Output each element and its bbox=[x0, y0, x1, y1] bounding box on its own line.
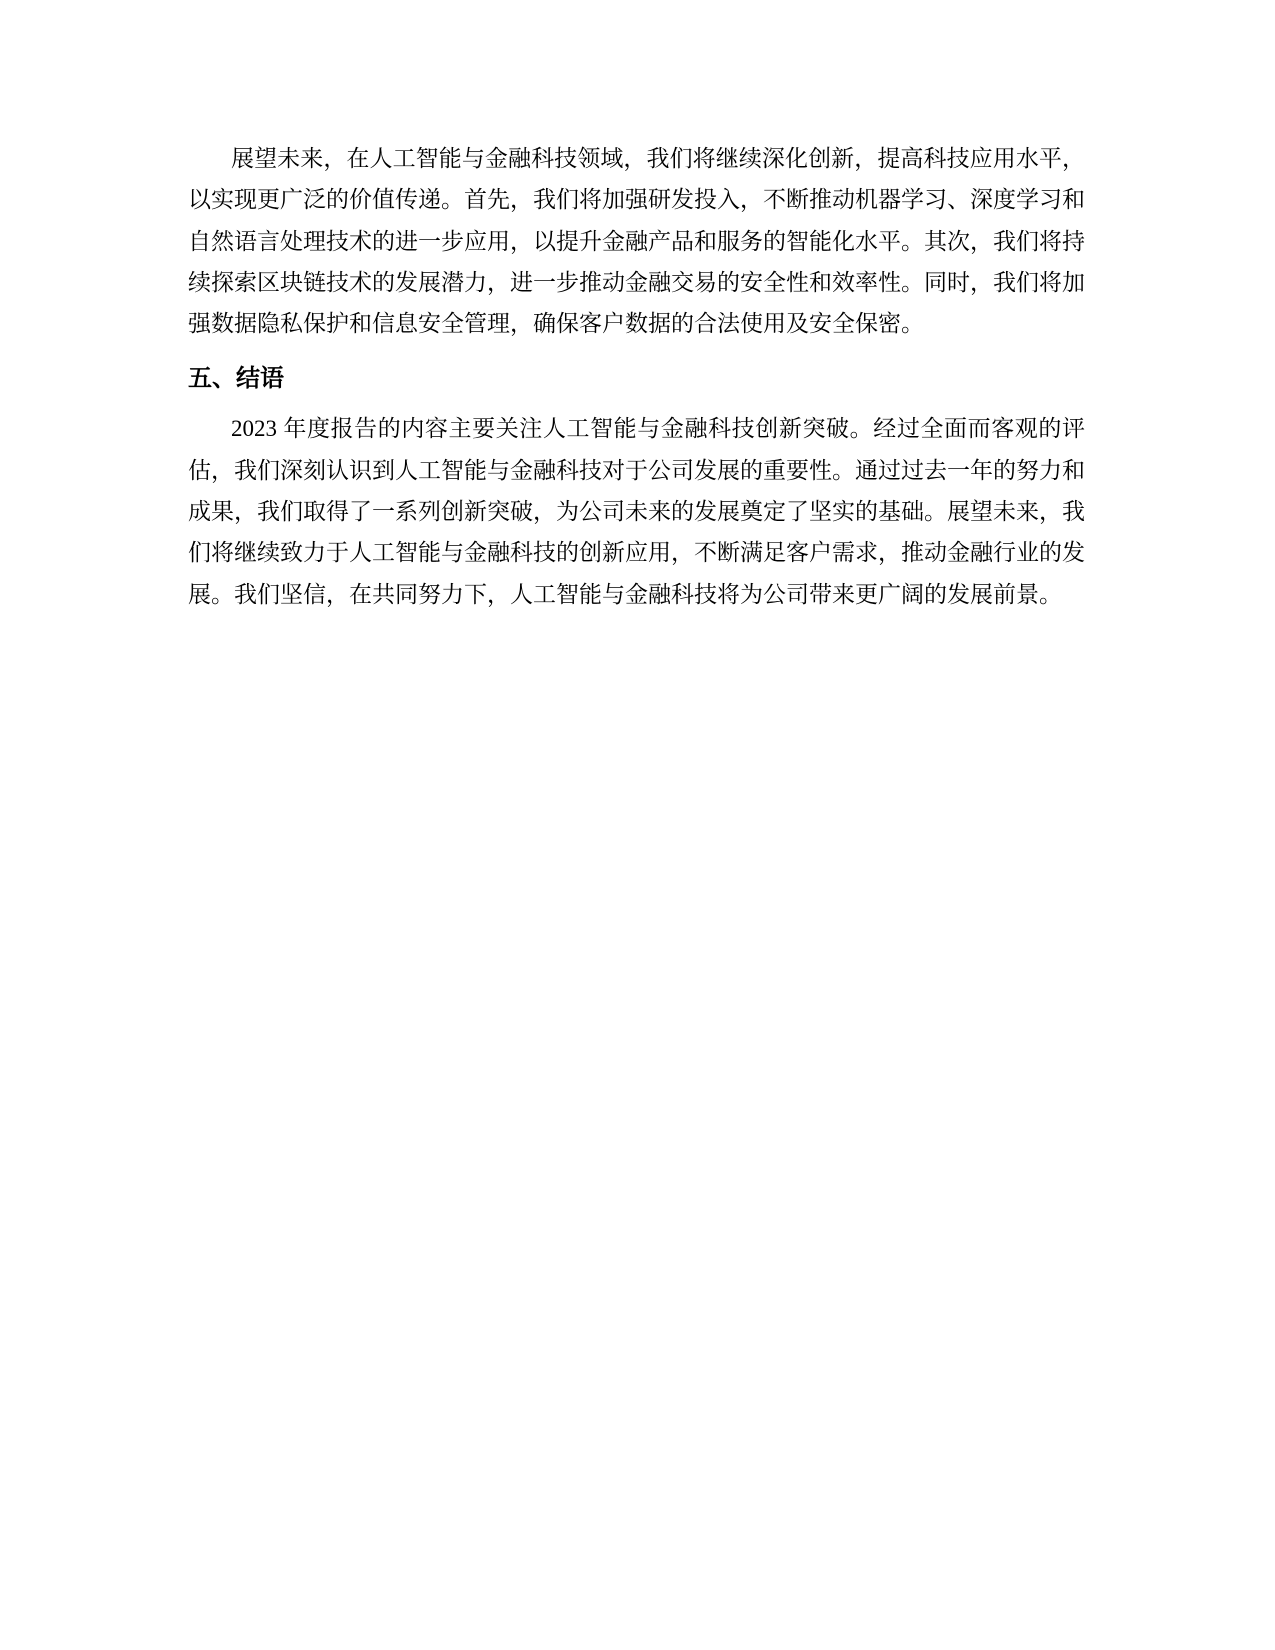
section-heading-conclusion: 五、结语 bbox=[188, 364, 284, 393]
conclusion-paragraph: 2023 年度报告的内容主要关注人工智能与金融科技创新突破。经过全面而客观的评估，我们深刻认识到人工智能与金融科技对于公司发展的重要性。通过过去一年的努力和成果，我们取得了一系列创新突破，为公司未来的发展奠定了坚实的基础。展望未来，我们将继续致力于人工智能与金融科技的创新应用，不断满足客户需求，推动金融行业的发展。我们坚信，在共同努力下，人工智能与金融科技将为公司带来更广阔的发展前景。 bbox=[188, 416, 1085, 607]
outlook-paragraph: 展望未来，在人工智能与金融科技领域，我们将继续深化创新，提高科技应用水平，以实现更广泛的价值传递。首先，我们将加强研发投入，不断推动机器学习、深度学习和自然语言处理技术的进一步应用，以提升金融产品和服务的智能化水平。其次，我们将持续探索区块链技术的发展潜力，进一步推动金融交易的安全性和效率性。同时，我们将加强数据隐私保护和信息安全管理，确保客户数据的合法使用及安全保密。 bbox=[188, 146, 1085, 337]
